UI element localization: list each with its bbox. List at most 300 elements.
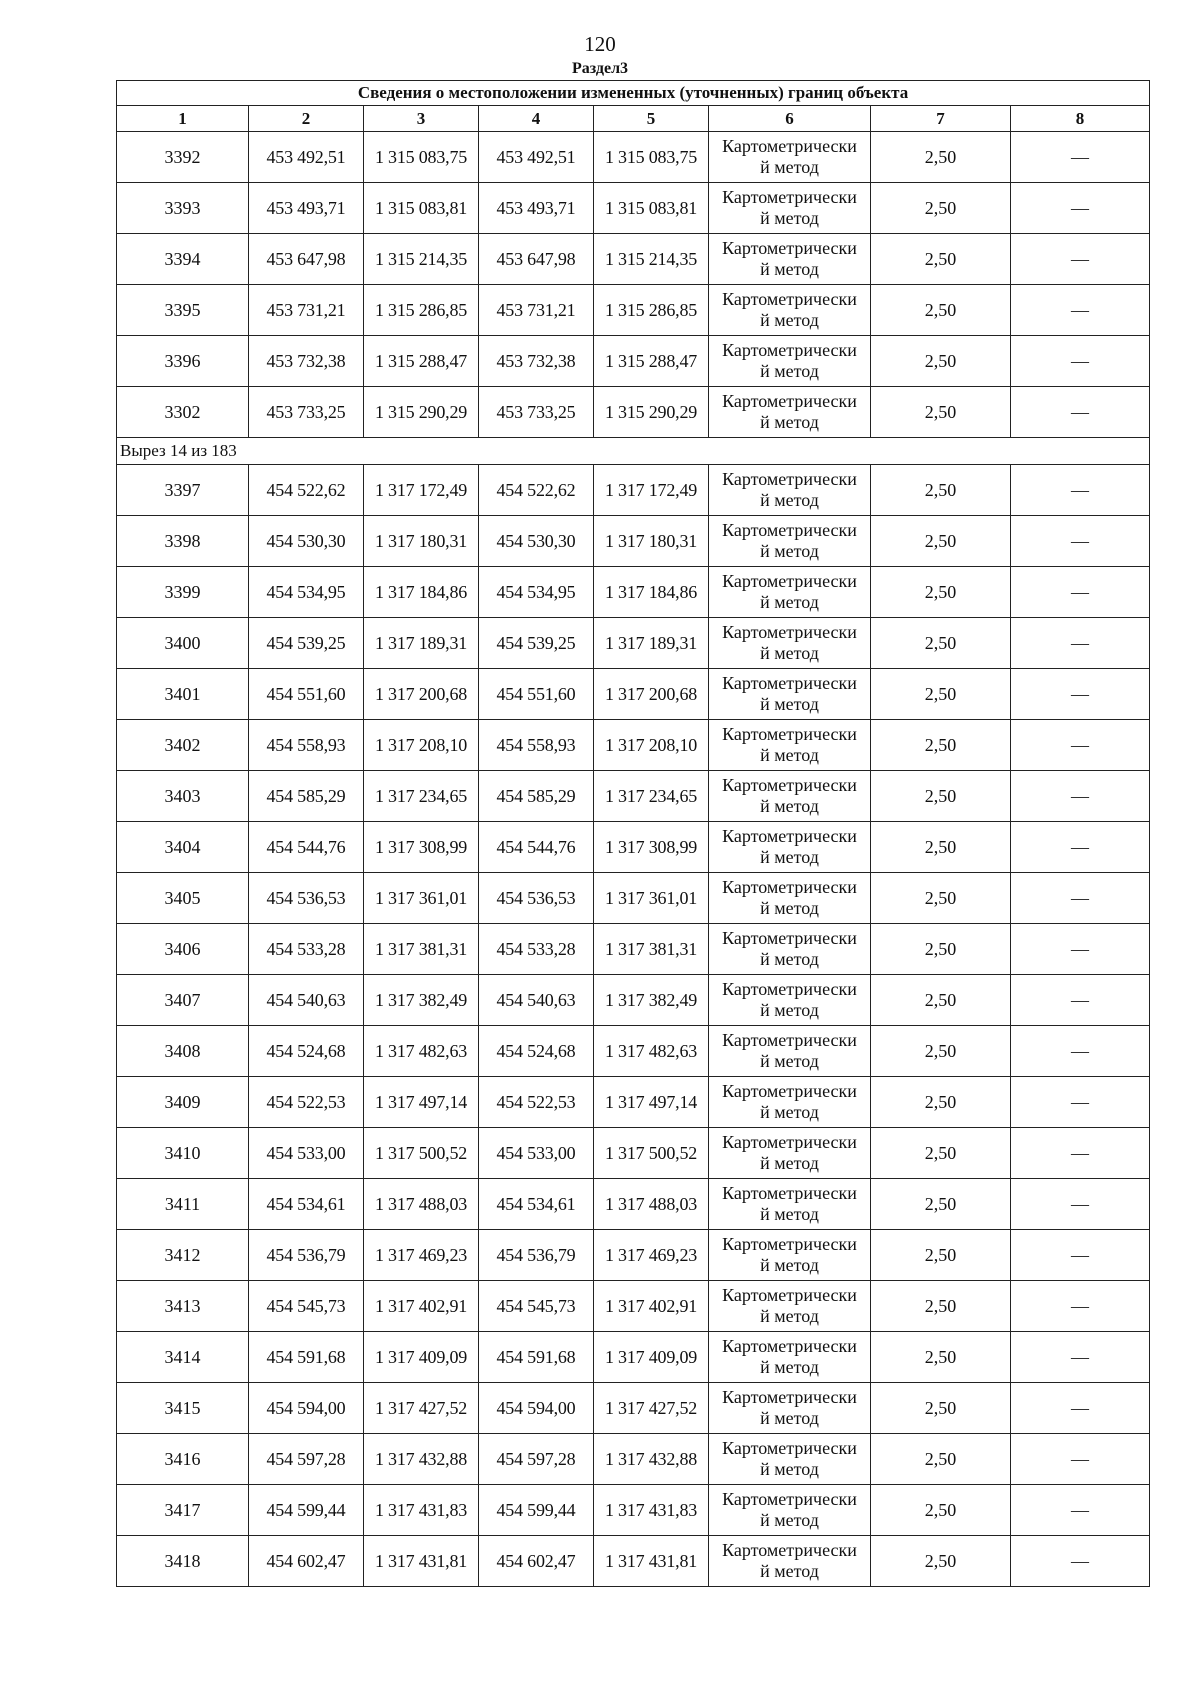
x-coordinate-new-cell: 454 602,47	[479, 1536, 594, 1587]
x-coordinate-new-cell: 454 544,76	[479, 822, 594, 873]
x-coordinate-old-cell: 454 545,73	[249, 1281, 364, 1332]
point-number-cell: 3418	[117, 1536, 249, 1587]
x-coordinate-old-cell: 453 732,38	[249, 336, 364, 387]
table-row	[117, 1026, 1150, 1077]
y-coordinate-new-cell: 1 315 288,47	[594, 336, 709, 387]
point-number-cell: 3395	[117, 285, 249, 336]
note-cell: —	[1011, 720, 1150, 771]
table-row	[117, 618, 1150, 669]
accuracy-cell: 2,50	[871, 336, 1011, 387]
point-number-cell: 3393	[117, 183, 249, 234]
table-caption: Сведения о местоположении измененных (уточненных) границ объекта	[117, 81, 1150, 106]
method-cell	[709, 771, 871, 822]
method-line: й метод	[760, 1510, 819, 1530]
y-coordinate-old-cell: 1 317 500,52	[364, 1128, 479, 1179]
method-line: Картометрически	[722, 1183, 857, 1203]
x-coordinate-old-cell: 454 544,76	[249, 822, 364, 873]
point-number-cell: 3409	[117, 1077, 249, 1128]
y-coordinate-new-cell: 1 317 189,31	[594, 618, 709, 669]
method-cell	[709, 516, 871, 567]
note-cell: —	[1011, 1026, 1150, 1077]
method-line: Картометрически	[722, 1030, 857, 1050]
note-cell: —	[1011, 132, 1150, 183]
method-line: Картометрически	[722, 1387, 857, 1407]
x-coordinate-old-cell: 454 536,79	[249, 1230, 364, 1281]
y-coordinate-new-cell: 1 317 500,52	[594, 1128, 709, 1179]
column-number: 7	[871, 106, 1011, 132]
method-line: Картометрически	[722, 877, 857, 897]
point-number-cell: 3410	[117, 1128, 249, 1179]
method-line: й метод	[760, 592, 819, 612]
method-line: й метод	[760, 898, 819, 918]
method-cell	[709, 1026, 871, 1077]
accuracy-cell: 2,50	[871, 1128, 1011, 1179]
method-line: й метод	[760, 310, 819, 330]
method-line: Картометрически	[722, 391, 857, 411]
point-number-cell: 3392	[117, 132, 249, 183]
accuracy-cell: 2,50	[871, 1179, 1011, 1230]
method-cell	[709, 720, 871, 771]
method-line: Картометрически	[722, 826, 857, 846]
y-coordinate-new-cell: 1 317 184,86	[594, 567, 709, 618]
method-line: й метод	[760, 643, 819, 663]
x-coordinate-old-cell: 454 591,68	[249, 1332, 364, 1383]
column-number: 3	[364, 106, 479, 132]
x-coordinate-new-cell: 454 522,53	[479, 1077, 594, 1128]
x-coordinate-new-cell: 454 551,60	[479, 669, 594, 720]
note-cell: —	[1011, 336, 1150, 387]
x-coordinate-old-cell: 454 533,00	[249, 1128, 364, 1179]
x-coordinate-new-cell: 454 545,73	[479, 1281, 594, 1332]
accuracy-cell: 2,50	[871, 873, 1011, 924]
y-coordinate-new-cell: 1 315 083,81	[594, 183, 709, 234]
note-cell: —	[1011, 1179, 1150, 1230]
x-coordinate-old-cell: 454 585,29	[249, 771, 364, 822]
y-coordinate-old-cell: 1 317 208,10	[364, 720, 479, 771]
method-line: Картометрически	[722, 979, 857, 999]
note-cell: —	[1011, 1077, 1150, 1128]
x-coordinate-new-cell: 454 599,44	[479, 1485, 594, 1536]
x-coordinate-old-cell: 454 522,53	[249, 1077, 364, 1128]
x-coordinate-old-cell: 454 530,30	[249, 516, 364, 567]
y-coordinate-new-cell: 1 317 482,63	[594, 1026, 709, 1077]
note-cell: —	[1011, 1485, 1150, 1536]
y-coordinate-old-cell: 1 317 402,91	[364, 1281, 479, 1332]
method-cell	[709, 1536, 871, 1587]
y-coordinate-old-cell: 1 317 381,31	[364, 924, 479, 975]
x-coordinate-old-cell: 453 492,51	[249, 132, 364, 183]
point-number-cell: 3398	[117, 516, 249, 567]
method-line: й метод	[760, 949, 819, 969]
accuracy-cell: 2,50	[871, 1383, 1011, 1434]
method-line: Картометрически	[722, 724, 857, 744]
page-number: 120	[584, 32, 616, 56]
x-coordinate-old-cell: 454 533,28	[249, 924, 364, 975]
method-cell	[709, 975, 871, 1026]
table-row	[117, 1077, 1150, 1128]
x-coordinate-new-cell: 453 647,98	[479, 234, 594, 285]
method-line: Картометрически	[722, 775, 857, 795]
table-body	[117, 132, 1150, 1587]
point-number-cell: 3401	[117, 669, 249, 720]
table-row	[117, 336, 1150, 387]
table-row	[117, 669, 1150, 720]
point-number-cell: 3411	[117, 1179, 249, 1230]
x-coordinate-old-cell: 453 647,98	[249, 234, 364, 285]
method-cell	[709, 465, 871, 516]
accuracy-cell: 2,50	[871, 975, 1011, 1026]
note-cell: —	[1011, 975, 1150, 1026]
boundary-coordinates-table	[116, 80, 1150, 1587]
y-coordinate-old-cell: 1 315 083,81	[364, 183, 479, 234]
table-row	[117, 1179, 1150, 1230]
method-line: й метод	[760, 208, 819, 228]
accuracy-cell: 2,50	[871, 1077, 1011, 1128]
method-line: й метод	[760, 796, 819, 816]
table-row	[117, 822, 1150, 873]
note-cell: —	[1011, 1434, 1150, 1485]
y-coordinate-old-cell: 1 317 432,88	[364, 1434, 479, 1485]
point-number-cell: 3399	[117, 567, 249, 618]
x-coordinate-old-cell: 454 540,63	[249, 975, 364, 1026]
x-coordinate-old-cell: 454 534,95	[249, 567, 364, 618]
method-line: й метод	[760, 1357, 819, 1377]
x-coordinate-new-cell: 454 534,95	[479, 567, 594, 618]
accuracy-cell: 2,50	[871, 618, 1011, 669]
method-cell	[709, 183, 871, 234]
y-coordinate-new-cell: 1 315 214,35	[594, 234, 709, 285]
x-coordinate-new-cell: 454 540,63	[479, 975, 594, 1026]
method-cell	[709, 567, 871, 618]
method-line: Картометрически	[722, 136, 857, 156]
y-coordinate-new-cell: 1 317 382,49	[594, 975, 709, 1026]
accuracy-cell: 2,50	[871, 924, 1011, 975]
x-coordinate-old-cell: 454 558,93	[249, 720, 364, 771]
method-line: й метод	[760, 1459, 819, 1479]
column-number-row	[117, 106, 1150, 132]
y-coordinate-new-cell: 1 317 427,52	[594, 1383, 709, 1434]
note-cell: —	[1011, 924, 1150, 975]
note-cell: —	[1011, 1281, 1150, 1332]
method-cell	[709, 873, 871, 924]
x-coordinate-new-cell: 454 591,68	[479, 1332, 594, 1383]
accuracy-cell: 2,50	[871, 822, 1011, 873]
method-line: й метод	[760, 1408, 819, 1428]
y-coordinate-old-cell: 1 317 469,23	[364, 1230, 479, 1281]
accuracy-cell: 2,50	[871, 771, 1011, 822]
point-number-cell: 3414	[117, 1332, 249, 1383]
point-number-cell: 3405	[117, 873, 249, 924]
method-line: Картометрически	[722, 1336, 857, 1356]
note-cell: —	[1011, 516, 1150, 567]
method-cell	[709, 234, 871, 285]
y-coordinate-new-cell: 1 317 208,10	[594, 720, 709, 771]
accuracy-cell: 2,50	[871, 1434, 1011, 1485]
x-coordinate-new-cell: 454 558,93	[479, 720, 594, 771]
y-coordinate-new-cell: 1 317 431,81	[594, 1536, 709, 1587]
point-number-cell: 3412	[117, 1230, 249, 1281]
x-coordinate-new-cell: 453 731,21	[479, 285, 594, 336]
point-number-cell: 3403	[117, 771, 249, 822]
accuracy-cell: 2,50	[871, 183, 1011, 234]
table-row	[117, 516, 1150, 567]
table-row	[117, 465, 1150, 516]
method-cell	[709, 132, 871, 183]
y-coordinate-old-cell: 1 317 409,09	[364, 1332, 479, 1383]
y-coordinate-old-cell: 1 317 200,68	[364, 669, 479, 720]
column-number: 5	[594, 106, 709, 132]
method-line: Картометрически	[722, 1285, 857, 1305]
table-row	[117, 1281, 1150, 1332]
method-cell	[709, 1485, 871, 1536]
method-line: Картометрически	[722, 187, 857, 207]
note-cell: —	[1011, 669, 1150, 720]
method-cell	[709, 1281, 871, 1332]
table-row	[117, 387, 1150, 438]
method-line: й метод	[760, 1102, 819, 1122]
table-row	[117, 183, 1150, 234]
cut-label-row	[117, 438, 1150, 465]
point-number-cell: 3413	[117, 1281, 249, 1332]
x-coordinate-new-cell: 454 522,62	[479, 465, 594, 516]
column-number: 8	[1011, 106, 1150, 132]
y-coordinate-old-cell: 1 315 290,29	[364, 387, 479, 438]
method-line: й метод	[760, 490, 819, 510]
y-coordinate-new-cell: 1 317 402,91	[594, 1281, 709, 1332]
method-cell	[709, 1179, 871, 1230]
y-coordinate-old-cell: 1 317 482,63	[364, 1026, 479, 1077]
method-line: й метод	[760, 694, 819, 714]
point-number-cell: 3400	[117, 618, 249, 669]
method-line: й метод	[760, 361, 819, 381]
x-coordinate-new-cell: 454 536,53	[479, 873, 594, 924]
method-line: Картометрически	[722, 1132, 857, 1152]
x-coordinate-new-cell: 453 733,25	[479, 387, 594, 438]
y-coordinate-new-cell: 1 317 234,65	[594, 771, 709, 822]
column-number: 1	[117, 106, 249, 132]
y-coordinate-new-cell: 1 317 172,49	[594, 465, 709, 516]
y-coordinate-old-cell: 1 315 083,75	[364, 132, 479, 183]
x-coordinate-new-cell: 454 536,79	[479, 1230, 594, 1281]
method-line: Картометрически	[722, 571, 857, 591]
x-coordinate-old-cell: 453 493,71	[249, 183, 364, 234]
y-coordinate-old-cell: 1 317 172,49	[364, 465, 479, 516]
method-cell	[709, 669, 871, 720]
table-row	[117, 924, 1150, 975]
accuracy-cell: 2,50	[871, 567, 1011, 618]
accuracy-cell: 2,50	[871, 1281, 1011, 1332]
y-coordinate-old-cell: 1 317 189,31	[364, 618, 479, 669]
table-row	[117, 1230, 1150, 1281]
method-line: Картометрически	[722, 928, 857, 948]
method-line: Картометрически	[722, 1438, 857, 1458]
x-coordinate-old-cell: 454 551,60	[249, 669, 364, 720]
method-cell	[709, 1383, 871, 1434]
method-cell	[709, 1128, 871, 1179]
accuracy-cell: 2,50	[871, 669, 1011, 720]
note-cell: —	[1011, 183, 1150, 234]
x-coordinate-old-cell: 453 733,25	[249, 387, 364, 438]
point-number-cell: 3396	[117, 336, 249, 387]
column-number: 2	[249, 106, 364, 132]
accuracy-cell: 2,50	[871, 387, 1011, 438]
method-line: Картометрически	[722, 289, 857, 309]
table-row	[117, 771, 1150, 822]
x-coordinate-new-cell: 453 732,38	[479, 336, 594, 387]
table-row	[117, 1434, 1150, 1485]
method-line: й метод	[760, 1153, 819, 1173]
note-cell: —	[1011, 285, 1150, 336]
method-cell	[709, 1077, 871, 1128]
y-coordinate-new-cell: 1 317 497,14	[594, 1077, 709, 1128]
x-coordinate-new-cell: 453 492,51	[479, 132, 594, 183]
x-coordinate-old-cell: 454 524,68	[249, 1026, 364, 1077]
method-cell	[709, 387, 871, 438]
method-line: Картометрически	[722, 238, 857, 258]
note-cell: —	[1011, 1536, 1150, 1587]
table-row	[117, 873, 1150, 924]
accuracy-cell: 2,50	[871, 465, 1011, 516]
note-cell: —	[1011, 822, 1150, 873]
note-cell: —	[1011, 618, 1150, 669]
point-number-cell: 3407	[117, 975, 249, 1026]
y-coordinate-old-cell: 1 315 214,35	[364, 234, 479, 285]
y-coordinate-new-cell: 1 317 432,88	[594, 1434, 709, 1485]
x-coordinate-new-cell: 454 539,25	[479, 618, 594, 669]
note-cell: —	[1011, 567, 1150, 618]
y-coordinate-new-cell: 1 315 286,85	[594, 285, 709, 336]
y-coordinate-old-cell: 1 315 286,85	[364, 285, 479, 336]
point-number-cell: 3406	[117, 924, 249, 975]
note-cell: —	[1011, 234, 1150, 285]
accuracy-cell: 2,50	[871, 1332, 1011, 1383]
accuracy-cell: 2,50	[871, 1026, 1011, 1077]
x-coordinate-new-cell: 454 594,00	[479, 1383, 594, 1434]
accuracy-cell: 2,50	[871, 1536, 1011, 1587]
note-cell: —	[1011, 387, 1150, 438]
y-coordinate-new-cell: 1 317 469,23	[594, 1230, 709, 1281]
y-coordinate-old-cell: 1 317 382,49	[364, 975, 479, 1026]
accuracy-cell: 2,50	[871, 516, 1011, 567]
note-cell: —	[1011, 873, 1150, 924]
method-line: й метод	[760, 1204, 819, 1224]
method-line: Картометрически	[722, 520, 857, 540]
x-coordinate-new-cell: 454 524,68	[479, 1026, 594, 1077]
method-line: й метод	[760, 1255, 819, 1275]
y-coordinate-old-cell: 1 315 288,47	[364, 336, 479, 387]
note-cell: —	[1011, 771, 1150, 822]
table-row	[117, 285, 1150, 336]
point-number-cell: 3416	[117, 1434, 249, 1485]
note-cell: —	[1011, 1332, 1150, 1383]
method-cell	[709, 822, 871, 873]
table-row	[117, 1128, 1150, 1179]
method-line: й метод	[760, 259, 819, 279]
method-line: й метод	[760, 745, 819, 765]
method-line: Картометрически	[722, 673, 857, 693]
y-coordinate-old-cell: 1 317 308,99	[364, 822, 479, 873]
y-coordinate-new-cell: 1 317 431,83	[594, 1485, 709, 1536]
y-coordinate-old-cell: 1 317 431,83	[364, 1485, 479, 1536]
y-coordinate-new-cell: 1 317 308,99	[594, 822, 709, 873]
point-number-cell: 3302	[117, 387, 249, 438]
accuracy-cell: 2,50	[871, 1230, 1011, 1281]
y-coordinate-old-cell: 1 317 184,86	[364, 567, 479, 618]
note-cell: —	[1011, 1383, 1150, 1434]
method-line: Картометрически	[722, 1081, 857, 1101]
table-row	[117, 567, 1150, 618]
y-coordinate-old-cell: 1 317 488,03	[364, 1179, 479, 1230]
method-line: Картометрически	[722, 340, 857, 360]
x-coordinate-old-cell: 453 731,21	[249, 285, 364, 336]
method-line: й метод	[760, 541, 819, 561]
x-coordinate-new-cell: 454 597,28	[479, 1434, 594, 1485]
note-cell: —	[1011, 465, 1150, 516]
y-coordinate-new-cell: 1 317 361,01	[594, 873, 709, 924]
y-coordinate-new-cell: 1 317 180,31	[594, 516, 709, 567]
method-cell	[709, 336, 871, 387]
table-row	[117, 1485, 1150, 1536]
x-coordinate-old-cell: 454 594,00	[249, 1383, 364, 1434]
method-line: Картометрически	[722, 1234, 857, 1254]
accuracy-cell: 2,50	[871, 234, 1011, 285]
method-line: й метод	[760, 847, 819, 867]
table-row	[117, 234, 1150, 285]
y-coordinate-new-cell: 1 317 381,31	[594, 924, 709, 975]
x-coordinate-old-cell: 454 599,44	[249, 1485, 364, 1536]
method-line: Картометрически	[722, 469, 857, 489]
x-coordinate-new-cell: 454 533,28	[479, 924, 594, 975]
method-line: Картометрически	[722, 622, 857, 642]
x-coordinate-new-cell: 454 585,29	[479, 771, 594, 822]
method-cell	[709, 618, 871, 669]
method-cell	[709, 285, 871, 336]
accuracy-cell: 2,50	[871, 285, 1011, 336]
x-coordinate-old-cell: 454 536,53	[249, 873, 364, 924]
x-coordinate-new-cell: 454 534,61	[479, 1179, 594, 1230]
y-coordinate-old-cell: 1 317 497,14	[364, 1077, 479, 1128]
note-cell: —	[1011, 1230, 1150, 1281]
method-line: й метод	[760, 1000, 819, 1020]
method-line: й метод	[760, 1051, 819, 1071]
table-row	[117, 132, 1150, 183]
y-coordinate-old-cell: 1 317 361,01	[364, 873, 479, 924]
section-title: Раздел3	[571, 60, 629, 77]
accuracy-cell: 2,50	[871, 1485, 1011, 1536]
method-cell	[709, 1332, 871, 1383]
y-coordinate-new-cell: 1 317 409,09	[594, 1332, 709, 1383]
point-number-cell: 3397	[117, 465, 249, 516]
note-cell: —	[1011, 1128, 1150, 1179]
method-line: й метод	[760, 1306, 819, 1326]
y-coordinate-new-cell: 1 317 488,03	[594, 1179, 709, 1230]
y-coordinate-old-cell: 1 317 427,52	[364, 1383, 479, 1434]
method-cell	[709, 1434, 871, 1485]
column-number: 4	[479, 106, 594, 132]
table-row	[117, 1536, 1150, 1587]
point-number-cell: 3408	[117, 1026, 249, 1077]
x-coordinate-old-cell: 454 534,61	[249, 1179, 364, 1230]
x-coordinate-old-cell: 454 522,62	[249, 465, 364, 516]
table-row	[117, 1383, 1150, 1434]
x-coordinate-old-cell: 454 597,28	[249, 1434, 364, 1485]
point-number-cell: 3402	[117, 720, 249, 771]
method-line: й метод	[760, 1561, 819, 1581]
table-row	[117, 720, 1150, 771]
x-coordinate-new-cell: 453 493,71	[479, 183, 594, 234]
method-cell	[709, 1230, 871, 1281]
x-coordinate-new-cell: 454 533,00	[479, 1128, 594, 1179]
